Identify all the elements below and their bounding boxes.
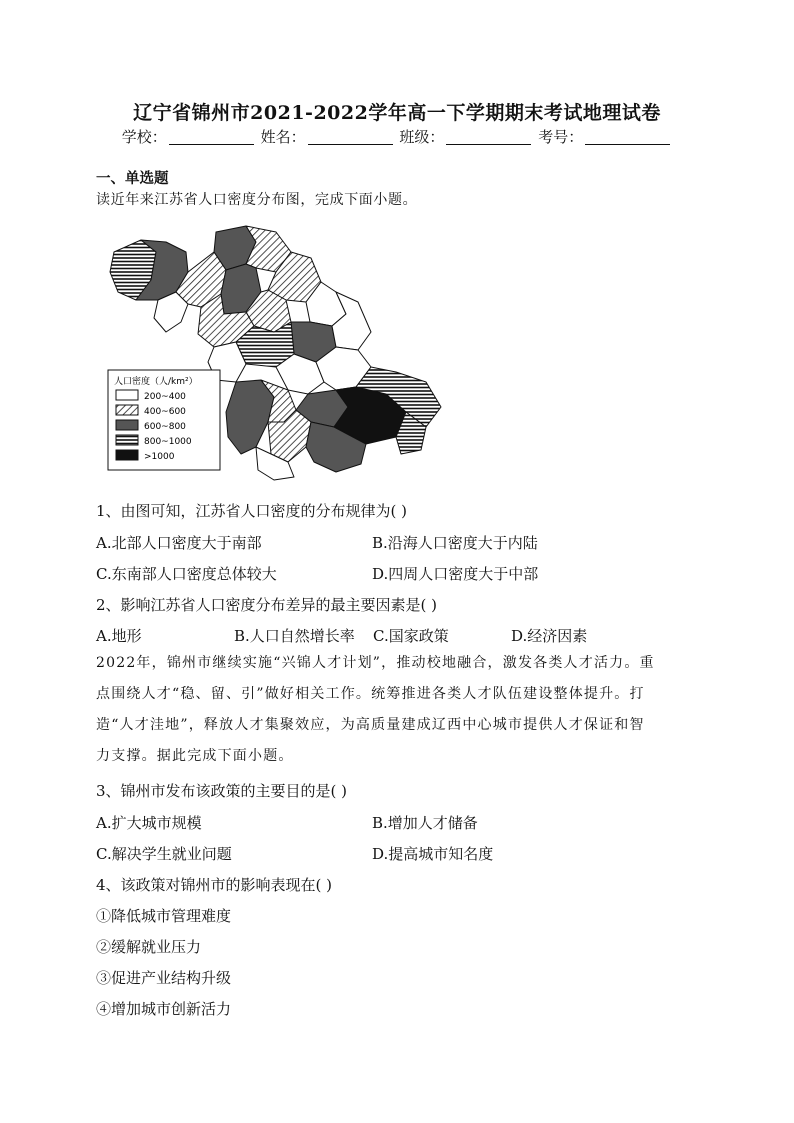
q1-option-a[interactable]: A.北部人口密度大于南部: [96, 534, 262, 552]
q4-item-3: ③促进产业结构升级: [96, 969, 232, 987]
passage-2: [96, 648, 700, 772]
class-blank[interactable]: [446, 128, 531, 145]
q3-option-c[interactable]: C.解决学生就业问题: [96, 845, 232, 863]
q3-option-a[interactable]: A.扩大城市规模: [96, 814, 202, 832]
legend-label-3: 600~800: [144, 422, 186, 432]
class-label: 班级：: [399, 128, 445, 146]
q2-option-d[interactable]: D.经济因素: [511, 627, 588, 645]
q1-option-b[interactable]: B.沿海人口密度大于内陆: [372, 534, 538, 552]
passage-2-line-3: 造“人才洼地”，释放人才集聚效应，为高质量建成辽西中心城市提供人才保证和智: [96, 717, 645, 733]
legend-swatch-4: [116, 435, 138, 445]
student-info-row: [0, 126, 794, 147]
school-label: 学校：: [121, 128, 167, 146]
q1-option-d[interactable]: D.四周人口密度大于中部: [372, 565, 539, 583]
number-blank[interactable]: [585, 128, 670, 145]
passage-2-line-4: 力支撑。据此完成下面小题。: [96, 748, 294, 764]
q1-option-c[interactable]: C.东南部人口密度总体较大: [96, 565, 277, 583]
region-nanjing: [226, 380, 274, 454]
legend-swatch-1: [116, 390, 138, 400]
name-blank[interactable]: [308, 128, 393, 145]
legend-label-4: 800~1000: [144, 437, 192, 447]
legend-label-5: >1000: [144, 452, 175, 462]
q2-option-b[interactable]: B.人口自然增长率: [234, 627, 355, 645]
section-title: 一、单选题: [96, 170, 169, 187]
question-4-stem: 4、该政策对锦州市的影响表现在( ): [96, 876, 333, 894]
q2-option-a[interactable]: A.地形: [96, 627, 142, 645]
passage-2-line-1: 2022年，锦州市继续实施“兴锦人才计划”，推动校地融合，激发各类人才活力。重: [96, 655, 655, 671]
q4-item-4: ④增加城市创新活力: [96, 1000, 232, 1018]
q3-option-d[interactable]: D.提高城市知名度: [372, 845, 494, 863]
legend-swatch-5: [116, 450, 138, 460]
q4-item-1: ①降低城市管理难度: [96, 907, 232, 925]
question-3-stem: 3、锦州市发布该政策的主要目的是( ): [96, 782, 348, 800]
name-label: 姓名：: [260, 128, 306, 146]
question-1-stem: 1、由图可知，江苏省人口密度的分布规律为( ): [96, 502, 408, 520]
legend-title: 人口密度（人/km²）: [114, 377, 198, 387]
q3-option-b[interactable]: B.增加人才储备: [372, 814, 478, 832]
passage-2-line-2: 点围绕人才“稳、留、引”做好相关工作。统筹推进各类人才队伍建设整体提升。打: [96, 686, 645, 702]
jiangsu-population-density-map: [96, 222, 446, 484]
q4-item-2: ②缓解就业压力: [96, 938, 202, 956]
legend-label-2: 400~600: [144, 407, 186, 417]
q2-option-c[interactable]: C.国家政策: [373, 627, 449, 645]
number-label: 考号：: [538, 128, 584, 146]
question-2-stem: 2、影响江苏省人口密度分布差异的最主要因素是( ): [96, 596, 438, 614]
school-blank[interactable]: [169, 128, 254, 145]
legend-label-1: 200~400: [144, 392, 186, 402]
legend-swatch-2: [116, 405, 138, 415]
page-title: 辽宁省锦州市2021-2022学年高一下学期期末考试地理试卷: [133, 102, 661, 124]
map-intro-text: 读近年来江苏省人口密度分布图，完成下面小题。: [96, 192, 418, 208]
legend-swatch-3: [116, 420, 138, 430]
map-legend: [108, 370, 220, 470]
